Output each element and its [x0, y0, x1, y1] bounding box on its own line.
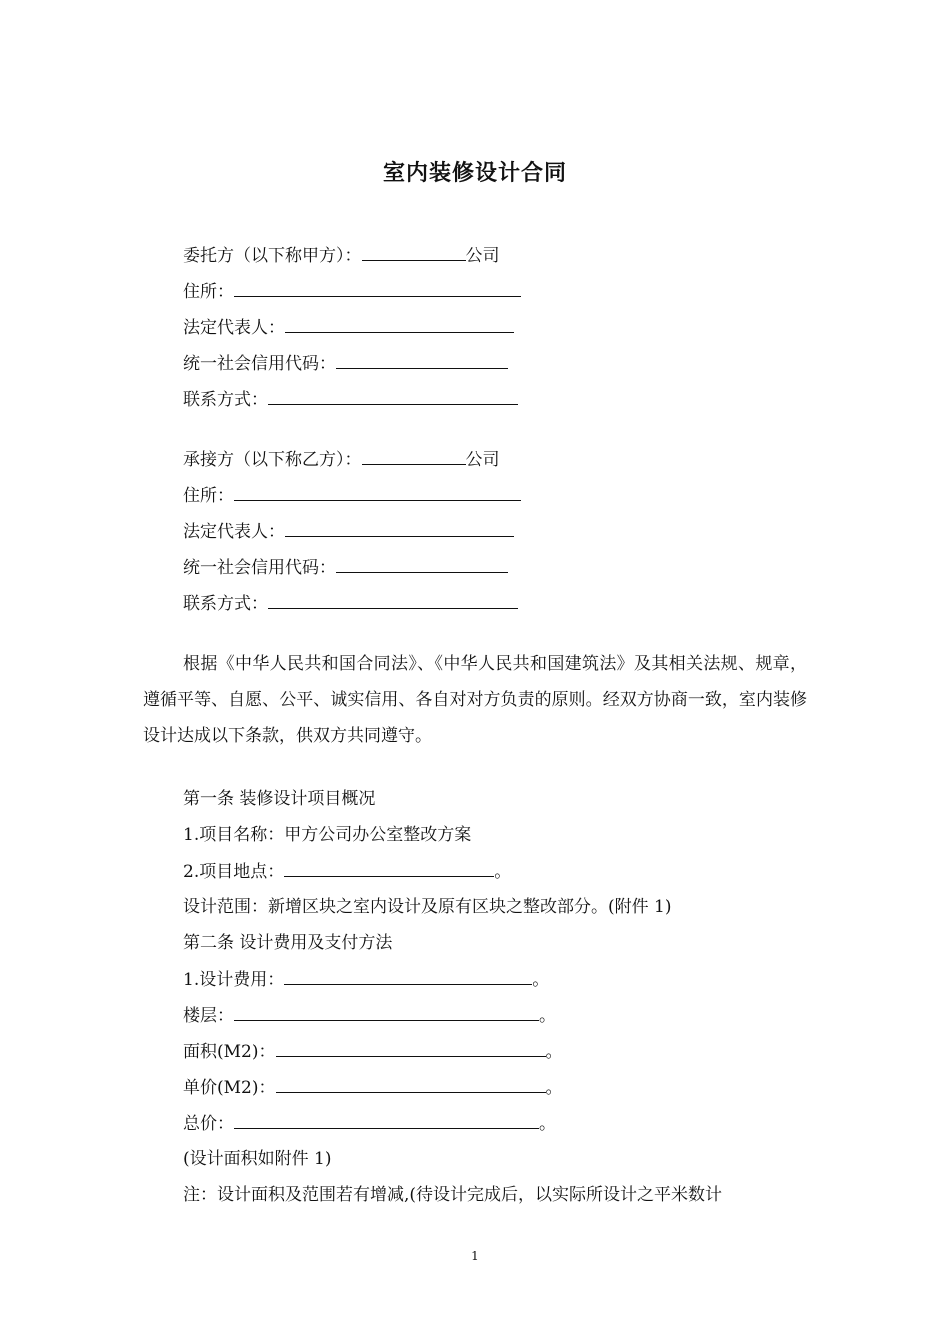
party-a-code-line [183, 352, 508, 375]
party-b-name-blank[interactable] [362, 448, 466, 465]
party-a-contact-line [183, 388, 518, 411]
design-scope-line: 设计范围：新增区块之室内设计及原有区块之整改部分。(附件 1) [183, 897, 672, 917]
area-change-note-line: 注：设计面积及范围若有增减,(待设计完成后，以实际所设计之平米数计 [183, 1185, 723, 1205]
party-b-name-line [183, 448, 500, 471]
area-blank[interactable] [276, 1040, 546, 1057]
party-a-contact-label: 联系方式： [183, 390, 268, 410]
unit-price-line [183, 1076, 563, 1099]
design-fee-label: 1.设计费用： [183, 970, 285, 990]
project-location-label: 2.项目地点： [183, 862, 285, 882]
area-note-line: (设计面积如附件 1) [183, 1149, 332, 1169]
party-a-name-suffix: 公司 [465, 246, 500, 266]
party-a-code-blank[interactable] [336, 352, 508, 369]
party-b-rep-label: 法定代表人： [183, 522, 285, 542]
design-fee-line [183, 968, 549, 991]
party-b-code-label: 统一社会信用代码： [183, 558, 336, 578]
party-b-address-blank[interactable] [234, 484, 521, 501]
party-b-rep-line [183, 520, 514, 543]
project-location-line [183, 860, 511, 883]
document-title: 室内装修设计合同 [382, 160, 567, 186]
page-number: 1 [471, 1249, 479, 1263]
area-label: 面积(M2)： [183, 1042, 276, 1062]
article-2-heading: 第二条 设计费用及支付方法 [183, 933, 393, 953]
floor-label: 楼层： [183, 1006, 234, 1026]
total-price-end: 。 [539, 1114, 556, 1134]
party-a-name-label: 委托方（以下称甲方）： [183, 246, 362, 266]
area-end: 。 [545, 1042, 563, 1062]
party-a-contact-blank[interactable] [268, 388, 518, 405]
party-a-name-blank[interactable] [362, 244, 466, 261]
article-1-heading: 第一条 装修设计项目概况 [183, 789, 376, 809]
total-price-line [183, 1112, 556, 1135]
floor-end: 。 [539, 1006, 556, 1026]
party-a-rep-label: 法定代表人： [183, 318, 285, 338]
design-fee-end: 。 [532, 970, 550, 990]
party-a-address-label: 住所： [183, 282, 234, 302]
party-b-name-label: 承接方（以下称乙方）： [183, 450, 362, 470]
floor-line [183, 1004, 556, 1027]
party-b-contact-blank[interactable] [268, 592, 518, 609]
area-line [183, 1040, 563, 1063]
floor-blank[interactable] [234, 1004, 539, 1021]
party-b-address-label: 住所： [183, 486, 234, 506]
party-b-code-blank[interactable] [336, 556, 508, 573]
party-a-address-line [183, 280, 521, 303]
party-b-contact-label: 联系方式： [183, 594, 268, 614]
preamble-paragraph: 根据《中华人民共和国合同法》、《中华人民共和国建筑法》及其相关法规、规章，遵循平等、自愿、公平、诚实信用、各自对对方负责的原则。经双方协商一致，室内装修设计达成以下条款，供双方共同遵守。 [143, 654, 807, 746]
party-b-address-line [183, 484, 521, 507]
unit-price-end: 。 [545, 1078, 563, 1098]
project-location-end: 。 [494, 862, 512, 882]
party-a-rep-line [183, 316, 514, 339]
party-b-rep-blank[interactable] [285, 520, 514, 537]
party-b-code-line [183, 556, 508, 579]
design-fee-blank[interactable] [284, 968, 532, 985]
party-a-address-blank[interactable] [234, 280, 521, 297]
project-location-blank[interactable] [284, 860, 494, 877]
party-a-name-line [183, 244, 500, 267]
party-b-contact-line [183, 592, 518, 615]
party-a-code-label: 统一社会信用代码： [183, 354, 336, 374]
total-price-blank[interactable] [234, 1112, 539, 1129]
party-b-name-suffix: 公司 [465, 450, 500, 470]
party-a-rep-blank[interactable] [285, 316, 514, 333]
project-name-line: 1.项目名称：甲方公司办公室整改方案 [183, 825, 472, 845]
unit-price-label: 单价(M2)： [183, 1078, 276, 1098]
total-price-label: 总价： [183, 1114, 234, 1134]
unit-price-blank[interactable] [276, 1076, 546, 1093]
